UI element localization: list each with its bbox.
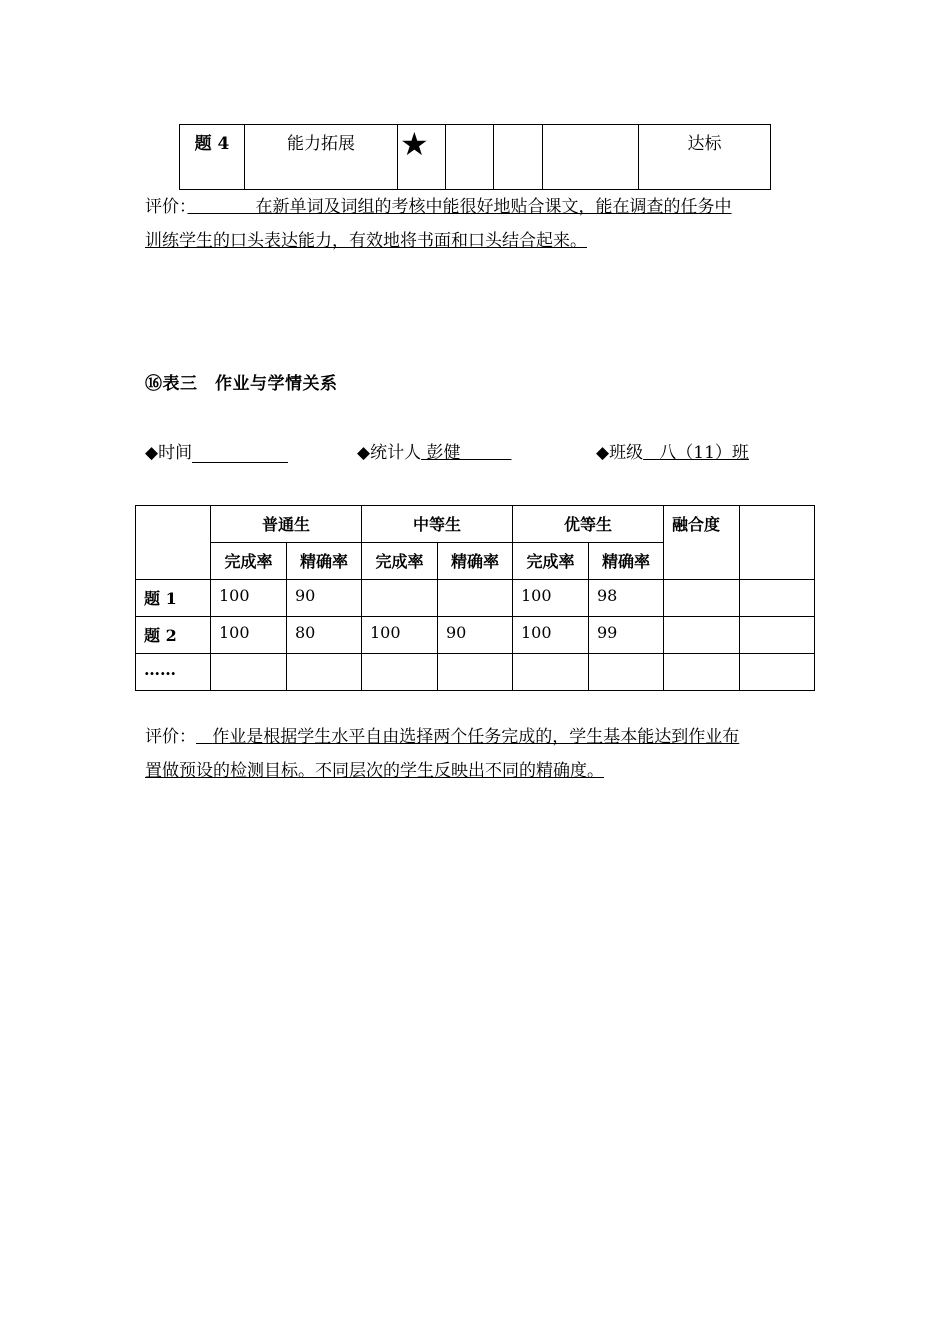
table-cell bbox=[362, 654, 438, 691]
class-label: ◆班级 bbox=[596, 443, 644, 463]
sub-header: 精确率 bbox=[438, 543, 513, 580]
row-label: 题 1 bbox=[136, 580, 211, 617]
table-row bbox=[180, 125, 771, 190]
study-table bbox=[135, 505, 815, 691]
question-cell: 题 4 bbox=[180, 125, 245, 190]
stat-value: 彭健 bbox=[426, 443, 461, 463]
evaluation-text-line1: 在新单词及词组的考核中能很好地贴合课文，能在调查的任务中 bbox=[255, 197, 732, 217]
class-value-wrap bbox=[643, 443, 749, 463]
table-cell: 99 bbox=[589, 617, 664, 654]
star-icon: ★ bbox=[400, 125, 429, 163]
section-marker-icon: ⑯ bbox=[145, 374, 163, 394]
corner-cell bbox=[136, 506, 211, 580]
table-cell: 100 bbox=[513, 617, 589, 654]
evaluation-1 bbox=[145, 190, 815, 258]
evaluation-label: 评价： bbox=[145, 727, 196, 747]
meta-stat bbox=[357, 438, 511, 463]
table-cell bbox=[589, 654, 664, 691]
table-cell bbox=[664, 617, 740, 654]
table-cell: 100 bbox=[513, 580, 589, 617]
group-header: 中等生 bbox=[362, 506, 513, 543]
evaluation-text-line1: 作业是根据学生水平自由选择两个任务完成的，学生基本能达到作业布 bbox=[212, 727, 740, 747]
header-row bbox=[136, 506, 815, 543]
empty-cell bbox=[446, 125, 494, 190]
table-cell: 100 bbox=[211, 580, 287, 617]
meta-time bbox=[145, 438, 288, 463]
table-row bbox=[136, 654, 815, 691]
stat-label: ◆统计人 bbox=[357, 443, 422, 463]
section-title bbox=[145, 369, 338, 394]
table-cell bbox=[513, 654, 589, 691]
table-cell: 98 bbox=[589, 580, 664, 617]
table-cell bbox=[664, 580, 740, 617]
section-title-text: 表三 作业与学情关系 bbox=[162, 374, 338, 394]
result-cell: 达标 bbox=[639, 125, 771, 190]
table-cell bbox=[740, 580, 815, 617]
evaluation-2 bbox=[145, 720, 815, 788]
time-label: ◆时间 bbox=[145, 443, 193, 463]
type-cell: 能力拓展 bbox=[245, 125, 398, 190]
table-cell bbox=[438, 654, 513, 691]
table-cell: 100 bbox=[211, 617, 287, 654]
table-cell bbox=[740, 654, 815, 691]
table-cell bbox=[211, 654, 287, 691]
fusion-header: 融合度 bbox=[664, 506, 740, 580]
sub-header: 完成率 bbox=[513, 543, 589, 580]
table-cell bbox=[362, 580, 438, 617]
evaluation-text-line2: 置做预设的检测目标。不同层次的学生反映出不同的精确度。 bbox=[145, 761, 604, 781]
sub-header: 完成率 bbox=[362, 543, 438, 580]
row-label: …… bbox=[136, 654, 211, 691]
sub-header: 精确率 bbox=[287, 543, 362, 580]
time-value bbox=[192, 444, 288, 463]
extra-header bbox=[740, 506, 815, 580]
class-value: 八（11）班 bbox=[659, 443, 749, 463]
evaluation-label: 评价： bbox=[145, 197, 188, 217]
table-cell bbox=[287, 654, 362, 691]
evaluation-underline-lead bbox=[188, 197, 256, 217]
table-cell: 90 bbox=[287, 580, 362, 617]
sub-header: 精确率 bbox=[589, 543, 664, 580]
table-cell bbox=[740, 617, 815, 654]
row-label: 题 2 bbox=[136, 617, 211, 654]
table-row bbox=[136, 617, 815, 654]
evaluation-text-line2: 训练学生的口头表达能力，有效地将书面和口头结合起来。 bbox=[145, 231, 587, 251]
sub-header: 完成率 bbox=[211, 543, 287, 580]
table-cell bbox=[664, 654, 740, 691]
empty-cell bbox=[494, 125, 543, 190]
meta-class bbox=[596, 438, 749, 463]
table-cell: 80 bbox=[287, 617, 362, 654]
evaluation-underline-lead bbox=[196, 727, 212, 747]
table-cell: 90 bbox=[438, 617, 513, 654]
table-cell: 100 bbox=[362, 617, 438, 654]
table-row bbox=[136, 580, 815, 617]
empty-cell bbox=[543, 125, 639, 190]
group-header: 优等生 bbox=[513, 506, 664, 543]
table-cell bbox=[438, 580, 513, 617]
group-header: 普通生 bbox=[211, 506, 362, 543]
stat-value-wrap bbox=[421, 443, 511, 463]
star-cell bbox=[398, 125, 446, 190]
top-table bbox=[179, 124, 771, 190]
